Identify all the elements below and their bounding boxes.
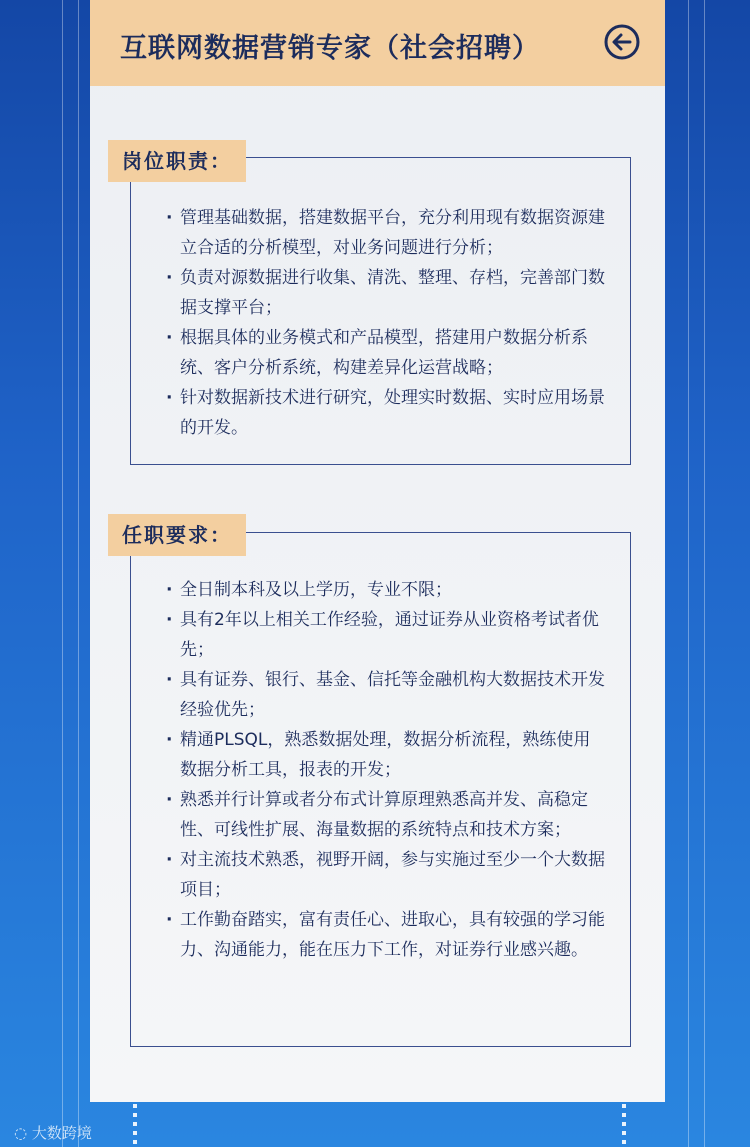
list-item: · 全日制本科及以上学历，专业不限； — [166, 580, 452, 600]
job-card — [90, 0, 665, 1102]
background-line-right — [688, 0, 689, 1147]
background-dots-right — [622, 1104, 626, 1147]
back-arrow-icon[interactable] — [604, 24, 640, 60]
card-header — [90, 0, 665, 86]
list-item: · 精通PLSQL，熟悉数据处理，数据分析流程，熟练使用数据分析工具，报表的开发； — [166, 730, 591, 780]
list-item: · 根据具体的业务模式和产品模型，搭建用户数据分析系统、客户分析系统，构建差异化运营战略； — [166, 328, 588, 378]
watermark-text: 大数跨境 — [31, 1124, 92, 1142]
list-item: · 熟悉并行计算或者分布式计算原理熟悉高并发、高稳定性、可线性扩展、海量数据的系统特点和技术方案； — [166, 790, 588, 840]
background-line-left — [62, 0, 63, 1147]
watermark-logo-icon: ◌ — [14, 1124, 28, 1142]
page-title: 互联网数据营销专家（社会招聘） — [120, 33, 540, 64]
list-item: · 针对数据新技术进行研究，处理实时数据、实时应用场景的开发。 — [166, 388, 605, 438]
requirements-title: 任职要求： — [108, 514, 246, 556]
responsibilities-title: 岗位职责： — [108, 140, 246, 182]
list-item: · 管理基础数据，搭建数据平台，充分利用现有数据资源建立合适的分析模型，对业务问题进行分析； — [166, 208, 605, 258]
background-line-right-outer — [704, 0, 705, 1147]
list-item: · 具有证券、银行、基金、信托等金融机构大数据技术开发经验优先； — [166, 670, 605, 720]
background-line-left-inner — [78, 0, 79, 1147]
list-item: · 对主流技术熟悉，视野开阔，参与实施过至少一个大数据项目； — [166, 850, 605, 900]
list-item: · 工作勤奋踏实，富有责任心、进取心，具有较强的学习能力、沟通能力，能在压力下工作，对证券行业感兴趣。 — [166, 910, 605, 960]
background-dots-left — [133, 1104, 137, 1147]
list-item: · 负责对源数据进行收集、清洗、整理、存档，完善部门数据支撑平台； — [166, 268, 605, 318]
requirements-list — [166, 575, 606, 965]
list-item: · 具有2年以上相关工作经验，通过证券从业资格考试者优先； — [166, 610, 599, 660]
watermark — [14, 1122, 92, 1143]
responsibilities-list — [166, 203, 606, 443]
